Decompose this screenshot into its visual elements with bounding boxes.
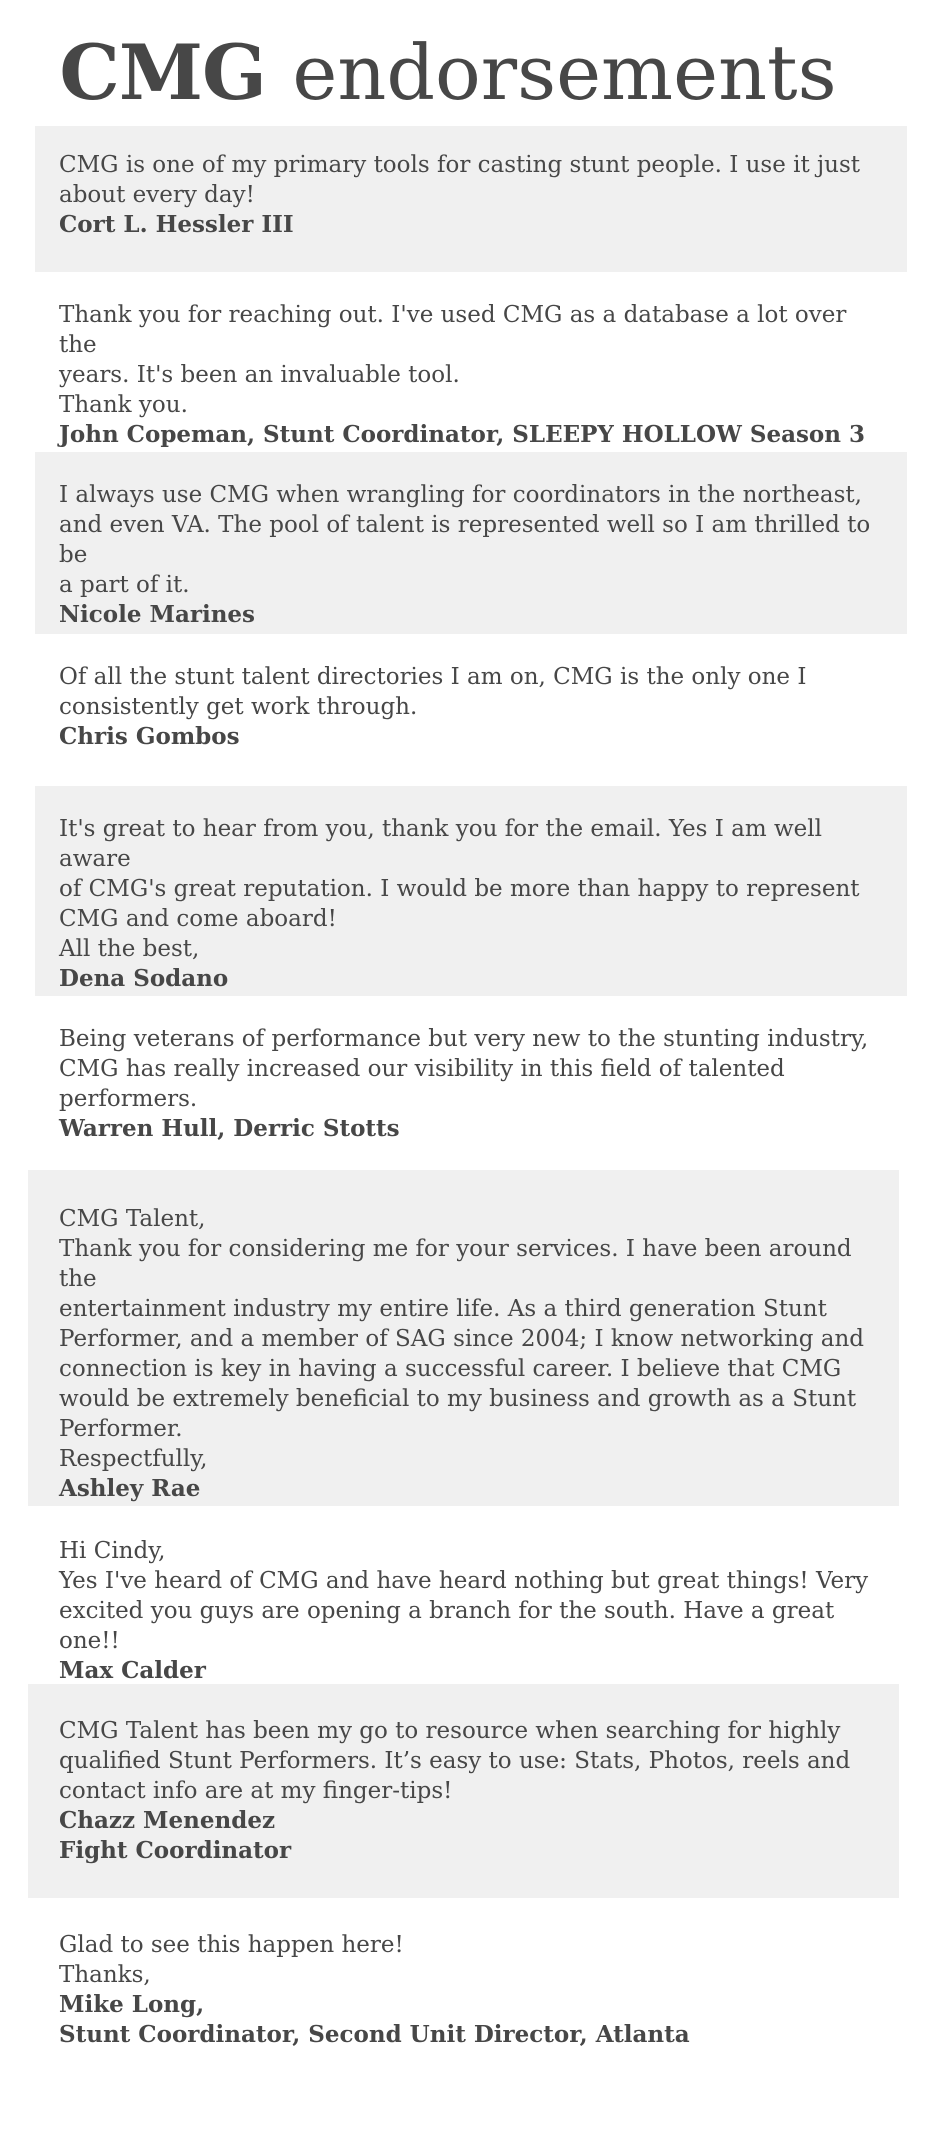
testimonial-text: Of all the stunt talent directories I am on, CMG is the only one I consistently get work through. [59, 664, 807, 720]
page-title-subject: endorsements [292, 28, 837, 117]
testimonial-text: Being veterans of performance but very new to the stunting industry, CMG has really increased our visibility in this field of talented performers. [59, 1026, 869, 1112]
testimonial-card [28, 1684, 899, 1898]
testimonial-text: CMG Talent, Thank you for considering me for your services. I have been around the entertainment industry my entire life. As a third generation Stunt Performer, and a member of SAG since 2004; I know networking and connection is key in having a successful career. I believe that CMG would be extremely beneficial to my business and growth as a Stunt Performer. Respectfully, [59, 1206, 865, 1472]
testimonial-author: Cort L. Hessler III [59, 211, 294, 238]
testimonial-card [35, 452, 907, 634]
testimonial-author: Ashley Rae [59, 1475, 201, 1502]
testimonial-card [28, 1170, 899, 1506]
testimonial-author: Max Calder [59, 1657, 206, 1684]
testimonial-text: CMG is one of my primary tools for casting stunt people. I use it just about every day! [59, 152, 861, 208]
testimonial-card [28, 1898, 899, 2098]
testimonial-card [35, 634, 907, 786]
testimonial-author: Chazz Menendez Fight Coordinator [59, 1807, 292, 1864]
testimonial-text: Thank you for reaching out. I've used CMG as a database a lot over the years. It's been an invaluable tool. Thank you. [59, 302, 847, 418]
testimonial-card [35, 786, 907, 996]
testimonial-author: Dena Sodano [59, 965, 229, 992]
testimonial-card [35, 126, 907, 272]
testimonial-card [35, 272, 907, 452]
page-title-brand: CMG [59, 28, 266, 117]
testimonial-author: Warren Hull, Derric Stotts [59, 1115, 400, 1142]
testimonial-author: Nicole Marines [59, 601, 256, 628]
testimonial-text: CMG Talent has been my go to resource when searching for highly qualified Stunt Performers. It’s easy to use: Stats, Photos, reels and contact info are at my finger-tips! [59, 1718, 851, 1804]
testimonial-author: John Copeman, Stunt Coordinator, SLEEPY HOLLOW Season 3 [59, 421, 866, 448]
testimonial-text: I always use CMG when wrangling for coordinators in the northeast, and even VA. The pool of talent is represented well so I am thrilled to be a part of it. [59, 482, 871, 598]
page-title [0, 28, 896, 118]
testimonial-card [28, 1506, 899, 1684]
testimonial-author: Mike Long, Stunt Coordinator, Second Unit Director, Atlanta [59, 1991, 690, 2048]
testimonial-text: Hi Cindy, Yes I've heard of CMG and have heard nothing but great things! Very excited you guys are opening a branch for the south. Have a great one!! [59, 1538, 869, 1654]
testimonial-text: It's great to hear from you, thank you for the email. Yes I am well aware of CMG's great reputation. I would be more than happy to represent CMG and come aboard! All the best, [59, 816, 860, 962]
testimonial-text: Glad to see this happen here! Thanks, [59, 1932, 404, 1988]
testimonial-author: Chris Gombos [59, 723, 240, 750]
testimonial-card [35, 996, 907, 1170]
